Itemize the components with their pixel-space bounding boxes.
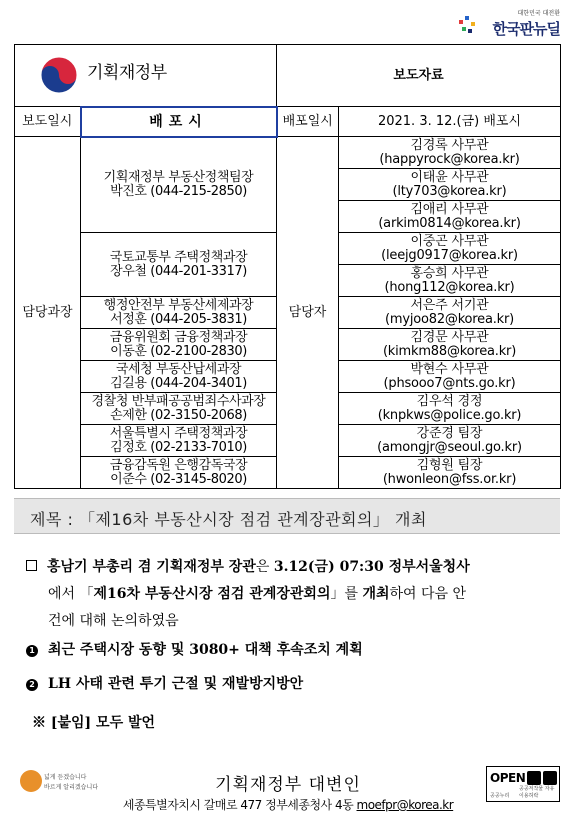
dept-contact: 행정안전부 부동산세제과장 서정훈 (044-205-3831): [81, 297, 277, 329]
person-label: 담당자: [277, 137, 339, 489]
agenda-item: 2 LH 사태 관련 투기 근절 및 재발방지방안: [26, 674, 566, 694]
korean-new-deal-logo: [454, 8, 564, 38]
person-contact: 이태윤 사무관 (lty703@korea.kr): [339, 169, 561, 201]
number-two-icon: 2: [26, 679, 38, 691]
number-one-icon: 1: [26, 645, 38, 657]
brand-tagline: 대한민국 대전환: [517, 10, 560, 17]
email-link[interactable]: moefpr@korea.kr: [356, 798, 454, 812]
subject-bar: [14, 498, 560, 534]
person-contact: 이중곤 사무관 (leejg0917@korea.kr): [339, 233, 561, 265]
slogan-logo: 넓게 듣겠습니다 바르게 알리겠습니다: [20, 768, 104, 798]
agenda-item: 1 최근 주택시장 동향 및 3080+ 대책 후속조치 계획: [26, 640, 566, 660]
lead-paragraph: 홍남기 부총리 겸 기획재정부 장관은 3.12(금) 07:30 정부서울청사 에서 「제16차 부동산시장 점검 관계장관회의」를 개최하여 다음 안 건에 대해 논의하였음: [26, 554, 566, 635]
footer-address: 세종특별자치시 갈매로 477 정부세종청사 4동 moefpr@korea.kr: [122, 798, 454, 812]
person-contact: 김형원 팀장 (hwonleon@fss.or.kr): [339, 457, 561, 489]
distribute-date-label: 배포일시: [277, 107, 339, 137]
person-contact: 서은주 서기관 (myjoo82@korea.kr): [339, 297, 561, 329]
dept-contact: 국세청 부동산납세과장 김길용 (044-204-3401): [81, 361, 277, 393]
person-contact: 박현수 사무관 (phsooo7@nts.go.kr): [339, 361, 561, 393]
report-date-value: 배포시: [81, 107, 277, 137]
checkbox-bullet-icon: [26, 560, 37, 571]
press-release-header-table: [14, 44, 561, 489]
dept-contact: 서울특별시 주택정책과장 김정호 (02-2133-7010): [81, 425, 277, 457]
attribution-icon: [527, 771, 541, 785]
page-title: 보도자료: [277, 45, 561, 107]
person-contact: 홍승희 사무관 (hong112@korea.kr): [339, 265, 561, 297]
noncommercial-icon: [543, 771, 557, 785]
person-contact: 김경문 사무관 (kimkm88@korea.kr): [339, 329, 561, 361]
attachment-note: ※ [붙임] 모두 발언: [32, 715, 156, 731]
dept-contact: 경찰청 반부패공공범죄수사과장 손제한 (02-3150-2068): [81, 393, 277, 425]
kogl-open-badge: OPEN 공공누리 공공저작물 자유이용허락: [486, 766, 560, 802]
new-deal-mark-icon: [456, 14, 478, 36]
taegeuk-emblem-icon: [39, 55, 79, 95]
person-contact: 김우석 경정 (knpkws@police.go.kr): [339, 393, 561, 425]
person-contact: 김애리 사무관 (arkim0814@korea.kr): [339, 201, 561, 233]
subject-text: 제목 : 「제16차 부동산시장 점검 관계장관회의」 개최: [30, 510, 427, 529]
person-contact: 김경록 사무관 (happyrock@korea.kr): [339, 137, 561, 169]
ministry-logo-cell: [15, 45, 277, 107]
distribute-date-value: 2021. 3. 12.(금) 배포시: [339, 107, 561, 137]
brand-name: 한국판뉴딜: [492, 20, 560, 38]
ministry-logo-text: 기획재정부: [87, 63, 167, 83]
dept-contact: 금융위원회 금융정책과장 이동훈 (02-2100-2830): [81, 329, 277, 361]
spokesperson-title: 기획재정부 대변인: [215, 775, 361, 795]
report-date-label: 보도일시: [15, 107, 81, 137]
person-contact: 강준경 팀장 (amongjr@seoul.go.kr): [339, 425, 561, 457]
dept-contact: 기획재정부 부동산정책팀장 박진호 (044-215-2850): [81, 137, 277, 233]
dept-head-label: 담당과장: [15, 137, 81, 489]
dept-contact: 국토교통부 주택정책과장 장우철 (044-201-3317): [81, 233, 277, 297]
dept-contact: 금융감독원 은행감독국장 이준수 (02-3145-8020): [81, 457, 277, 489]
